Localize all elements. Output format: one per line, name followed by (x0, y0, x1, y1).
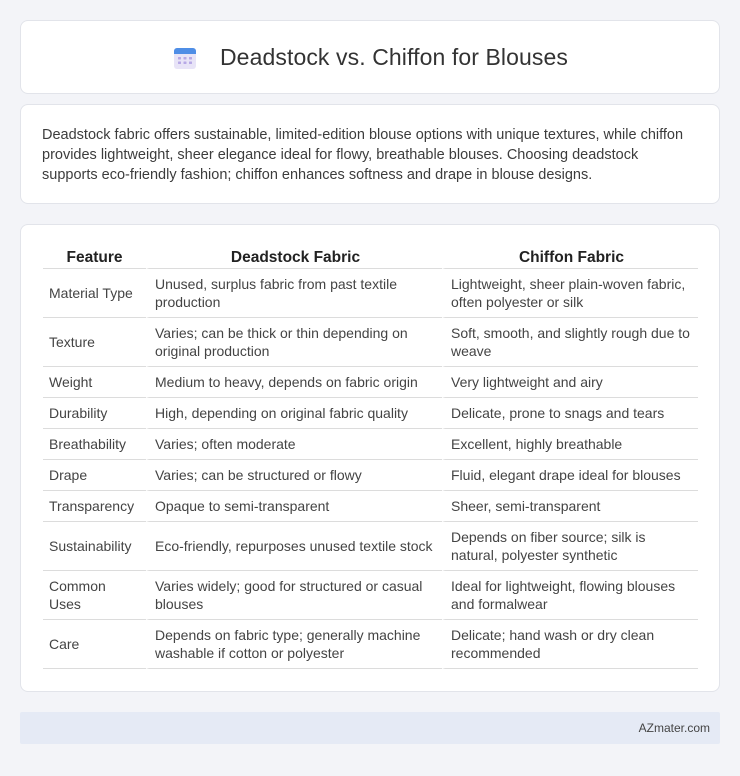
chiffon-cell: Delicate; hand wash or dry clean recommended (442, 620, 698, 669)
table-row (43, 620, 698, 669)
feature-cell: Common Uses (43, 571, 146, 620)
table-header-row (43, 245, 698, 269)
header-chiffon: Chiffon Fabric (442, 245, 698, 269)
chiffon-cell: Delicate, prone to snags and tears (442, 398, 698, 429)
deadstock-cell: Varies widely; good for structured or casual blouses (146, 571, 442, 620)
table-row (43, 522, 698, 571)
deadstock-cell: Unused, surplus fabric from past textile production (146, 269, 442, 318)
footer-site-label: AZmater.com (638, 721, 710, 735)
deadstock-cell: Eco-friendly, repurposes unused textile stock (146, 522, 442, 571)
chiffon-cell: Lightweight, sheer plain-woven fabric, often polyester or silk (442, 269, 698, 318)
deadstock-cell: Varies; can be structured or flowy (146, 460, 442, 491)
deadstock-cell: Opaque to semi-transparent (146, 491, 442, 522)
intro-card (20, 104, 720, 204)
chiffon-cell: Fluid, elegant drape ideal for blouses (442, 460, 698, 491)
chiffon-cell: Sheer, semi-transparent (442, 491, 698, 522)
feature-cell: Weight (43, 367, 146, 398)
deadstock-cell: Varies; can be thick or thin depending on original production (146, 318, 442, 367)
deadstock-cell: Medium to heavy, depends on fabric origin (146, 367, 442, 398)
feature-cell: Breathability (43, 429, 146, 460)
feature-cell: Transparency (43, 491, 146, 522)
feature-cell: Durability (43, 398, 146, 429)
table-row (43, 571, 698, 620)
feature-cell: Drape (43, 460, 146, 491)
deadstock-cell: Depends on fabric type; generally machine washable if cotton or polyester (146, 620, 442, 669)
page-title: Deadstock vs. Chiffon for Blouses (219, 43, 569, 70)
feature-cell: Sustainability (43, 522, 146, 571)
feature-cell: Texture (43, 318, 146, 367)
intro-paragraph: Deadstock fabric offers sustainable, limited-edition blouse options with unique textures, while chiffon provides lightweight, sheer elegance ideal for flowy, breathable blouses. Choosing deadstock supports eco-friendly fashion; chiffon enhances softness and drape in blouse designs. (42, 127, 684, 183)
deadstock-cell: Varies; often moderate (146, 429, 442, 460)
chiffon-cell: Excellent, highly breathable (442, 429, 698, 460)
chiffon-cell: Depends on fiber source; silk is natural, polyester synthetic (442, 522, 698, 571)
comparison-card (20, 224, 720, 692)
table-row (43, 398, 698, 429)
footer (20, 712, 720, 744)
table-row (43, 429, 698, 460)
title-card (20, 20, 720, 94)
header-deadstock: Deadstock Fabric (146, 245, 442, 269)
calendar-icon (172, 45, 198, 71)
header-feature: Feature (43, 245, 146, 269)
table-row (43, 491, 698, 522)
comparison-table (43, 245, 698, 669)
chiffon-cell: Very lightweight and airy (442, 367, 698, 398)
table-row (43, 367, 698, 398)
deadstock-cell: High, depending on original fabric quality (146, 398, 442, 429)
feature-cell: Care (43, 620, 146, 669)
feature-cell: Material Type (43, 269, 146, 318)
table-row (43, 269, 698, 318)
chiffon-cell: Soft, smooth, and slightly rough due to weave (442, 318, 698, 367)
table-row (43, 318, 698, 367)
chiffon-cell: Ideal for lightweight, flowing blouses and formalwear (442, 571, 698, 620)
table-row (43, 460, 698, 491)
